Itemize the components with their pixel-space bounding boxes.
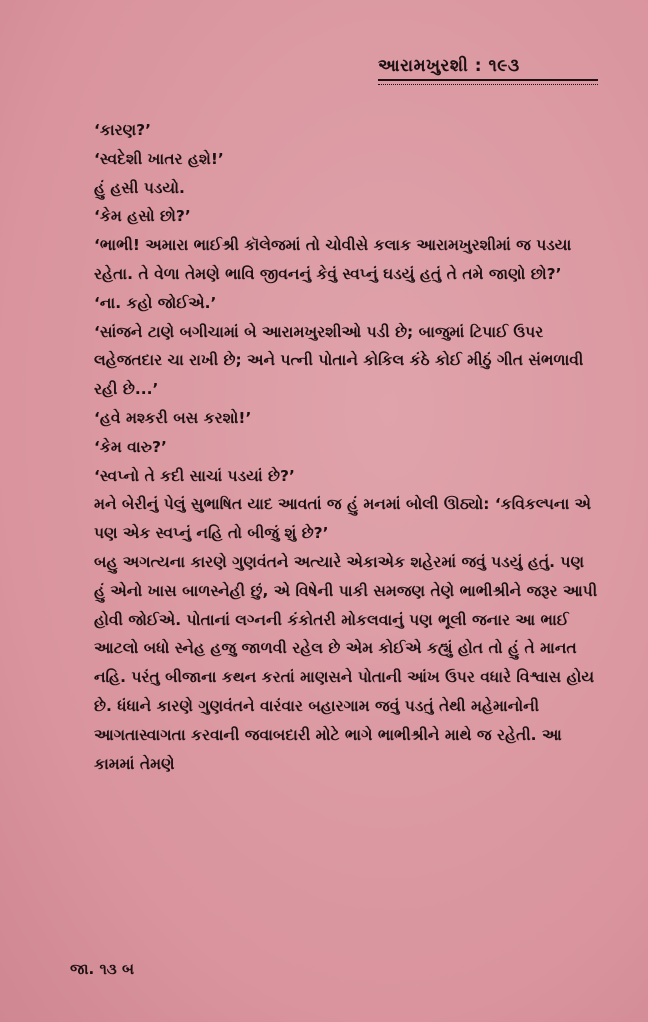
- paragraph: હું હસી પડયો.: [94, 178, 185, 197]
- paragraph: ‘સ્વદેશી ખાતર હશે!’: [94, 149, 224, 168]
- paragraph: ‘કારણ?’: [94, 121, 152, 139]
- body-text: [58, 116, 600, 778]
- running-head: [378, 56, 598, 85]
- paragraph: ‘હવે મશ્કરી બસ કરશો!’: [94, 408, 252, 427]
- paragraph: ‘ના. કહો જોઈએ.’: [94, 293, 217, 312]
- running-head-text: આરામખુરશી : ૧૯૩: [378, 56, 520, 76]
- paragraph: ‘કેમ વારુ?’: [94, 437, 167, 456]
- paragraph: ‘ભાભી! અમારા ભાઈશ્રી કૉલેજમાં તો ચોવીસે કલાક આરામખુરશીમાં જ પડયા રહેતા. તે વેળા તેમણે ભાવિ જીવનનું કેવું સ્વપ્નું ઘડયું હતું તે તમે જાણો છો?’: [94, 236, 572, 283]
- paragraph: ‘સાંજને ટાણે બગીચામાં બે આરામખુરશીઓ પડી છે; બાજુમાં ટિપાઈ ઉપર લહેજતદાર ચા રાખી છે; અને પત્ની પોતાને કોકિલ કંઠે કોઈ મીઠું ગીત સંભળાવી રહી છે...’: [94, 322, 584, 399]
- paragraph: બહુ અગત્યના કારણે ગુણવંતને અત્યારે એકાએક શહેરમાં જવું પડયું હતું. પણ હું એનો ખાસ બાળસ્નેહી છું, એ વિષેની પાકી સમજણ તેણે ભાભીશ્રીને જરૂર આપી હોવી જોઈએ. પોતાનાં લગ્નની કંકોતરી મોકલવાનું પણ ભૂલી જનાર આ ભાઈ આટલો બધો સ્નેહ હજુ જાળવી રહેલ છે એમ કોઈએ કહ્યું હોત તો હું તે માનત નહિ. પરંતુ બીજાના કથન કરતાં માણસને પોતાની આંખ ઉપર વધારે વિશ્વાસ હોય છે. ધંધાને કારણે ગુણવંતને વારંવાર બહારગામ જવું પડતું તેથી મહેમાનોની આગતાસ્વાગતા કરવાની જવાબદારી મોટે ભાગે ભાભીશ્રીને માથે જ રહેતી. આ કામમાં તેમણે: [94, 552, 598, 773]
- running-head-rule: [378, 79, 598, 85]
- paragraph: મને બેરીનું પેલું સુભાષિત યાદ આવતાં જ હું મનમાં બોલી ઊઠ્યો: ‘કવિકલ્પના એ પણ એક સ્વપ્નું નહિ તો બીજું શું છે?’: [94, 495, 592, 543]
- paragraph: ‘કેમ હસો છો?’: [94, 207, 191, 226]
- signature-mark: જા. ૧૩ બ: [70, 960, 135, 978]
- paragraph: ‘સ્વપ્નો તે કદી સાચાં પડયાં છે?’: [94, 466, 295, 485]
